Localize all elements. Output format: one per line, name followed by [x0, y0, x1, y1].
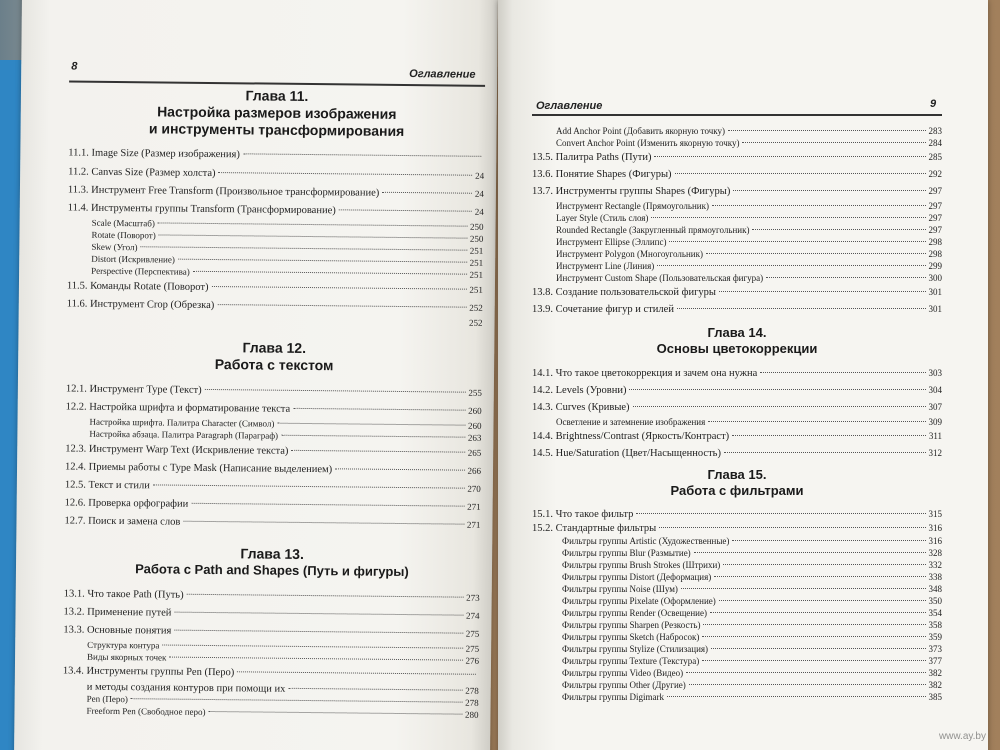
- toc-entry-title: Scale (Масштаб): [91, 217, 155, 229]
- toc-leader-dots: [703, 624, 925, 625]
- chapter-14: [532, 324, 942, 462]
- toc-leader-dots: [281, 435, 465, 438]
- toc-entry-title: 11.2. Canvas Size (Размер холста): [68, 166, 216, 180]
- toc-entry: [532, 301, 942, 318]
- toc-page-number: 252: [469, 302, 483, 313]
- toc-leader-dots: [724, 452, 926, 453]
- toc-entry-title: Pen (Перо): [86, 693, 128, 705]
- toc-entry: [532, 183, 942, 200]
- chapter-11: [67, 84, 485, 328]
- toc-entry-title: Фильтры группы Artistic (Художественные): [562, 536, 730, 546]
- toc-entry: [64, 511, 480, 533]
- right-header-rule: [532, 114, 942, 116]
- toc-page-number: 283: [928, 126, 942, 136]
- toc-entry: [532, 260, 942, 272]
- toc-leader-dots: [243, 153, 481, 156]
- toc-page-number: 265: [467, 447, 482, 458]
- toc-leader-dots: [187, 594, 464, 598]
- right-page: [498, 0, 988, 750]
- toc-leader-dots: [708, 421, 925, 422]
- toc-page-number: 298: [928, 249, 942, 259]
- toc-entry-title: Фильтры группы Other (Другие): [562, 680, 686, 690]
- toc-leader-dots: [212, 286, 467, 290]
- toc-entry-title: Фильтры группы Video (Видео): [562, 668, 684, 678]
- toc-entry-title: Skew (Угол): [91, 241, 138, 253]
- toc-entry-title: 11.6. Инструмент Crop (Обрезка): [66, 298, 215, 312]
- toc-page-number: 285: [928, 152, 942, 162]
- toc-page-number: 280: [464, 709, 479, 720]
- toc-entry: [532, 507, 942, 521]
- toc-page-number: 24: [475, 170, 485, 181]
- toc-leader-dots: [629, 389, 925, 390]
- toc-entry-title: Инструмент Line (Линия): [556, 261, 655, 271]
- toc-page-number: 292: [928, 169, 942, 179]
- toc-entry-title: Add Anchor Point (Добавить якорную точку): [556, 126, 726, 136]
- toc-entry-title: 12.7. Поиск и замена слов: [64, 515, 181, 528]
- toc-leader-dots: [335, 468, 464, 470]
- toc-entry: [532, 284, 942, 301]
- toc-leader-dots: [162, 645, 462, 649]
- toc-leader-dots: [382, 192, 472, 194]
- toc-page-number: 266: [467, 465, 482, 476]
- toc-page-number: 275: [465, 643, 480, 654]
- chapter-number: Глава 14.: [707, 325, 767, 340]
- toc-entry-title: Фильтры группы Brush Strokes (Штрихи): [562, 560, 721, 570]
- toc-entry: [532, 224, 942, 236]
- right-page-number: 9: [930, 98, 937, 110]
- toc-entry-title: 13.5. Палитра Paths (Пути): [532, 152, 652, 163]
- toc-entry-title: 14.2. Levels (Уровни): [532, 385, 627, 396]
- toc-leader-dots: [291, 450, 464, 453]
- toc-page-number: 251: [469, 257, 484, 268]
- right-top-entries: [532, 125, 942, 318]
- toc-entry-title: Инструмент Rectangle (Прямоугольник): [556, 201, 709, 211]
- toc-page-number: 270: [467, 483, 481, 494]
- toc-leader-dots: [723, 564, 925, 565]
- toc-entry-title: Rounded Rectangle (Закругленный прямоугольник): [556, 225, 750, 235]
- toc-entry: [532, 125, 942, 137]
- toc-leader-dots: [277, 423, 465, 426]
- chapter-15: [532, 466, 942, 703]
- toc-entry-title: Фильтры группы Texture (Текстура): [562, 656, 700, 666]
- toc-entry-title: Фильтры группы Sharpen (Резкость): [562, 620, 701, 630]
- toc-page-number: 251: [469, 245, 484, 256]
- right-running-head: Оглавление: [536, 100, 603, 112]
- toc-leader-dots: [174, 630, 462, 634]
- toc-page-number: 299: [928, 261, 942, 271]
- toc-entry-title: 11.4. Инструменты группы Transform (Трансформирование): [67, 202, 336, 217]
- toc-leader-dots: [714, 576, 925, 577]
- toc-leader-dots: [339, 209, 472, 211]
- toc-leader-dots: [706, 253, 926, 254]
- toc-entry: [532, 571, 942, 583]
- toc-entry: [532, 631, 942, 643]
- toc-leader-dots: [752, 229, 925, 230]
- toc-leader-dots: [205, 389, 466, 393]
- toc-leader-dots: [657, 265, 925, 266]
- toc-entry-title: 13.4. Инструменты группы Pen (Перо): [62, 665, 235, 679]
- toc-leader-dots: [719, 600, 926, 601]
- toc-entry-title: Инструмент Polygon (Многоугольник): [556, 249, 703, 259]
- toc-entry-title: 14.5. Hue/Saturation (Цвет/Насыщенность): [532, 448, 721, 459]
- toc-leader-dots: [288, 688, 462, 691]
- toc-entry: [532, 583, 942, 595]
- toc-list: [62, 584, 479, 720]
- toc-page-number: 263: [467, 432, 482, 443]
- toc-entry-title: Фильтры группы Noise (Шум): [562, 584, 678, 594]
- toc-entry: [532, 643, 942, 655]
- toc-entry: [532, 521, 942, 535]
- toc-page-number: 338: [928, 572, 942, 582]
- toc-leader-dots: [183, 521, 464, 525]
- toc-list: [67, 144, 485, 328]
- toc-page-number: 312: [928, 448, 942, 458]
- toc-entry: [532, 137, 942, 149]
- toc-leader-dots: [169, 657, 462, 661]
- toc-entry: [532, 667, 942, 679]
- toc-entry: [532, 212, 942, 224]
- toc-entry-title: Настройка абзаца. Палитра Paragraph (Параграф): [89, 428, 279, 441]
- toc-leader-dots: [677, 308, 926, 309]
- toc-entry-title: Настройка шрифта. Палитра Character (Символ): [89, 416, 275, 429]
- toc-entry-title: Фильтры группы Distort (Деформация): [562, 572, 712, 582]
- chapter-number: Глава 13.: [240, 545, 304, 562]
- toc-page-number: 382: [928, 668, 942, 678]
- toc-list: [532, 507, 942, 703]
- chapter-heading: [64, 542, 480, 580]
- toc-entry: [532, 166, 942, 183]
- toc-leader-dots: [178, 259, 467, 263]
- toc-entry-title: Структура контура: [87, 639, 160, 651]
- toc-page-number: 301: [928, 287, 942, 297]
- toc-page-number: 307: [928, 402, 942, 412]
- toc-entry: [532, 445, 942, 462]
- toc-page-number: 271: [467, 501, 481, 512]
- toc-entry-title: 15.2. Стандартные фильтры: [532, 523, 657, 534]
- toc-page-number: 24: [474, 188, 484, 199]
- toc-page-number: 358: [928, 620, 942, 630]
- chapter-number: Глава 11.: [245, 87, 309, 105]
- chapter-heading: [69, 84, 486, 140]
- toc-page-number: 24: [474, 206, 484, 217]
- toc-entry-title: 14.1. Что такое цветокоррекция и зачем она нужна: [532, 368, 758, 379]
- toc-page-number: 250: [469, 233, 484, 244]
- toc-entry-title: Distort (Искривление): [91, 253, 175, 265]
- toc-entry: [532, 547, 942, 559]
- toc-entry-title: 12.4. Приемы работы с Type Mask (Написание выделением): [64, 461, 333, 476]
- toc-page-number: 332: [928, 560, 942, 570]
- toc-entry-title: Осветление и затемнение изображения: [556, 417, 706, 427]
- toc-entry: [532, 559, 942, 571]
- chapter-title: Настройка размеров изображения: [157, 103, 397, 122]
- toc-page-number: 278: [465, 685, 479, 696]
- toc-page-number: 316: [928, 536, 942, 546]
- left-page-number: 8: [71, 60, 78, 73]
- toc-entry: [532, 691, 942, 703]
- toc-page-number: 284: [928, 138, 942, 148]
- toc-entry-title: 13.6. Понятие Shapes (Фигуры): [532, 169, 672, 180]
- toc-entry-title: 12.1. Инструмент Type (Текст): [65, 383, 202, 396]
- toc-entry: [532, 382, 942, 399]
- toc-entry-title: 12.2. Настройка шрифта и форматирование текста: [65, 401, 291, 415]
- toc-entry: [532, 416, 942, 428]
- toc-entry-title: 13.2. Применение путей: [63, 606, 172, 619]
- toc-leader-dots: [191, 503, 464, 507]
- toc-leader-dots: [675, 173, 926, 174]
- toc-entry: [532, 248, 942, 260]
- left-running-head: Оглавление: [409, 68, 476, 81]
- toc-page-number: 297: [928, 225, 942, 235]
- toc-entry-title: 14.4. Brightness/Contrast (Яркость/Контраст): [532, 431, 730, 442]
- toc-page-number: 260: [467, 420, 482, 431]
- toc-leader-dots: [728, 130, 925, 131]
- toc-entry: [532, 149, 942, 166]
- toc-leader-dots: [733, 190, 925, 191]
- toc-page-number: 359: [928, 632, 942, 642]
- toc-leader-dots: [209, 711, 462, 715]
- toc-entry-title: 13.9. Сочетание фигур и стилей: [532, 304, 674, 315]
- toc-leader-dots: [636, 513, 925, 514]
- chapter-heading: [532, 324, 942, 357]
- toc-entry: [532, 619, 942, 631]
- toc-page-number: 250: [470, 221, 484, 232]
- toc-leader-dots: [237, 671, 476, 674]
- toc-entry-title: Convert Anchor Point (Изменить якорную точку): [556, 138, 740, 148]
- toc-leader-dots: [654, 156, 925, 157]
- toc-page-number: 297: [928, 186, 942, 196]
- toc-leader-dots: [131, 698, 462, 702]
- toc-page-number: 382: [928, 680, 942, 690]
- toc-leader-dots: [159, 234, 467, 238]
- toc-page-number: 275: [465, 628, 480, 639]
- toc-page-number: 350: [928, 596, 942, 606]
- toc-entry-title: 13.3. Основные понятия: [63, 624, 172, 637]
- chapter-title: Работа с текстом: [214, 356, 334, 374]
- toc-page-number: 297: [928, 201, 942, 211]
- toc-leader-dots: [711, 648, 925, 649]
- toc-entry: [532, 607, 942, 619]
- toc-leader-dots: [153, 484, 465, 488]
- toc-entry: [532, 595, 942, 607]
- toc-leader-dots: [193, 271, 467, 275]
- toc-entry-title: 12.5. Текст и стили: [64, 479, 150, 492]
- toc-entry: [532, 428, 942, 445]
- toc-entry: [532, 399, 942, 416]
- toc-leader-dots: [659, 527, 925, 528]
- toc-page-number: 348: [928, 584, 942, 594]
- toc-leader-dots: [633, 406, 926, 407]
- toc-entry-title: Фильтры группы Render (Освещение): [562, 608, 707, 618]
- toc-entry-title: Фильтры группы Digimark: [562, 692, 665, 702]
- toc-entry-title: Фильтры группы Pixelate (Оформление): [562, 596, 716, 606]
- toc-leader-dots: [742, 142, 925, 143]
- toc-page-number: 298: [928, 237, 942, 247]
- toc-leader-dots: [681, 588, 926, 589]
- toc-page-number: 274: [465, 610, 480, 621]
- toc-leader-dots: [719, 291, 926, 292]
- toc-page-number: 354: [928, 608, 942, 618]
- chapter-title: и инструменты трансформирования: [148, 120, 405, 140]
- toc-page-number: 315: [928, 509, 942, 519]
- toc-entry-title: Виды якорных точек: [87, 651, 167, 663]
- toc-list: [64, 379, 482, 533]
- toc-leader-dots: [158, 222, 467, 226]
- toc-leader-dots: [689, 684, 926, 685]
- toc-page-number: 301: [928, 304, 942, 314]
- watermark: www.ay.by: [938, 731, 986, 742]
- toc-entry-title: 12.6. Проверка орфографии: [64, 497, 189, 510]
- toc-page-number: 251: [469, 269, 484, 280]
- chapter-title: Основы цветокоррекции: [656, 341, 818, 356]
- toc-page-number: 309: [928, 417, 942, 427]
- chapter-13: [62, 542, 480, 720]
- toc-page-number: 303: [928, 368, 942, 378]
- toc-page-number: 311: [928, 431, 942, 441]
- toc-entry-title: Фильтры группы Sketch (Набросок): [562, 632, 700, 642]
- toc-leader-dots: [694, 552, 926, 553]
- toc-entry: [532, 200, 942, 212]
- toc-leader-dots: [710, 612, 926, 613]
- toc-leader-dots: [712, 205, 926, 206]
- toc-leader-dots: [669, 241, 925, 242]
- toc-entry-title: 13.7. Инструменты группы Shapes (Фигуры): [532, 186, 731, 197]
- toc-leader-dots: [667, 696, 925, 697]
- toc-leader-dots: [219, 172, 473, 176]
- toc-leader-dots: [732, 540, 925, 541]
- toc-page-number: 377: [928, 656, 942, 666]
- toc-entry-title: 13.8. Создание пользовательской фигуры: [532, 287, 716, 298]
- toc-entry-title: Инструмент Custom Shape (Пользовательская фигура): [556, 273, 764, 283]
- chapter-12: [64, 336, 482, 533]
- toc-leader-dots: [766, 277, 925, 278]
- toc-entry: [532, 679, 942, 691]
- toc-leader-dots: [141, 246, 467, 250]
- toc-page-number: 276: [465, 655, 480, 666]
- toc-page-number: 271: [466, 519, 481, 530]
- toc-leader-dots: [702, 636, 925, 637]
- chapter-title: Работа с Path and Shapes (Путь и фигуры): [135, 561, 409, 580]
- toc-entry-title: Инструмент Ellipse (Эллипс): [556, 237, 667, 247]
- toc-entry-title: Layer Style (Стиль слоя): [556, 213, 649, 223]
- toc-leader-dots: [760, 372, 925, 373]
- chapter-number: Глава 12.: [242, 339, 307, 356]
- toc-page-number: 385: [928, 692, 942, 702]
- toc-leader-dots: [686, 672, 925, 673]
- chapter-title: Работа с фильтрами: [670, 483, 804, 498]
- toc-page-number: 316: [928, 523, 942, 533]
- toc-entry: [532, 655, 942, 667]
- toc-page-number: 251: [469, 284, 483, 295]
- toc-entry-title: Perspective (Перспектива): [91, 265, 190, 277]
- toc-entry-title: Rotate (Поворот): [91, 229, 156, 241]
- toc-page-number: 255: [468, 387, 482, 398]
- chapter-number: Глава 15.: [707, 467, 767, 482]
- toc-entry-title: 15.1. Что такое фильтр: [532, 509, 634, 520]
- chapter-heading: [532, 466, 942, 499]
- toc-entry: [532, 365, 942, 382]
- toc-page-number: 278: [465, 697, 479, 708]
- toc-entry-title: и методы создания контуров при помощи их: [86, 681, 286, 695]
- toc-page-number: 273: [466, 592, 480, 603]
- toc-leader-dots: [217, 304, 466, 308]
- toc-entry-title: 11.3. Инструмент Free Transform (Произвольное трансформирование): [67, 184, 380, 199]
- toc-entry-title: 11.1. Image Size (Размер изображения): [68, 147, 240, 161]
- toc-entry-title: 11.5. Команды Rotate (Поворот): [66, 280, 209, 293]
- toc-leader-dots: [174, 612, 463, 616]
- toc-entry-title: 14.3. Curves (Кривые): [532, 402, 630, 413]
- chapter-heading: [66, 336, 482, 375]
- toc-leader-dots: [293, 408, 465, 411]
- left-page: [14, 0, 498, 750]
- toc-leader-dots: [702, 660, 925, 661]
- toc-entry: [532, 236, 942, 248]
- toc-entry: [532, 535, 942, 547]
- toc-page-number: 297: [928, 213, 942, 223]
- toc-entry-title: 12.3. Инструмент Warp Text (Искривление текста): [65, 443, 289, 457]
- toc-entry-title: 13.1. Что такое Path (Путь): [63, 588, 184, 601]
- toc-entry-title: Фильтры группы Blur (Размытие): [562, 548, 691, 558]
- toc-leader-dots: [732, 435, 926, 436]
- toc-leader-dots: [651, 217, 925, 218]
- toc-entry-title: Freeform Pen (Свободное перо): [86, 705, 206, 717]
- toc-entry-title: Фильтры группы Stylize (Стилизация): [562, 644, 709, 654]
- toc-page-number: 252: [469, 317, 483, 328]
- toc-page-number: 300: [928, 273, 942, 283]
- toc-page-number: 328: [928, 548, 942, 558]
- toc-entry: [532, 272, 942, 284]
- toc-page-number: 304: [928, 385, 942, 395]
- toc-page-number: 373: [928, 644, 942, 654]
- toc-page-number: 260: [468, 405, 482, 416]
- toc-list: [532, 365, 942, 462]
